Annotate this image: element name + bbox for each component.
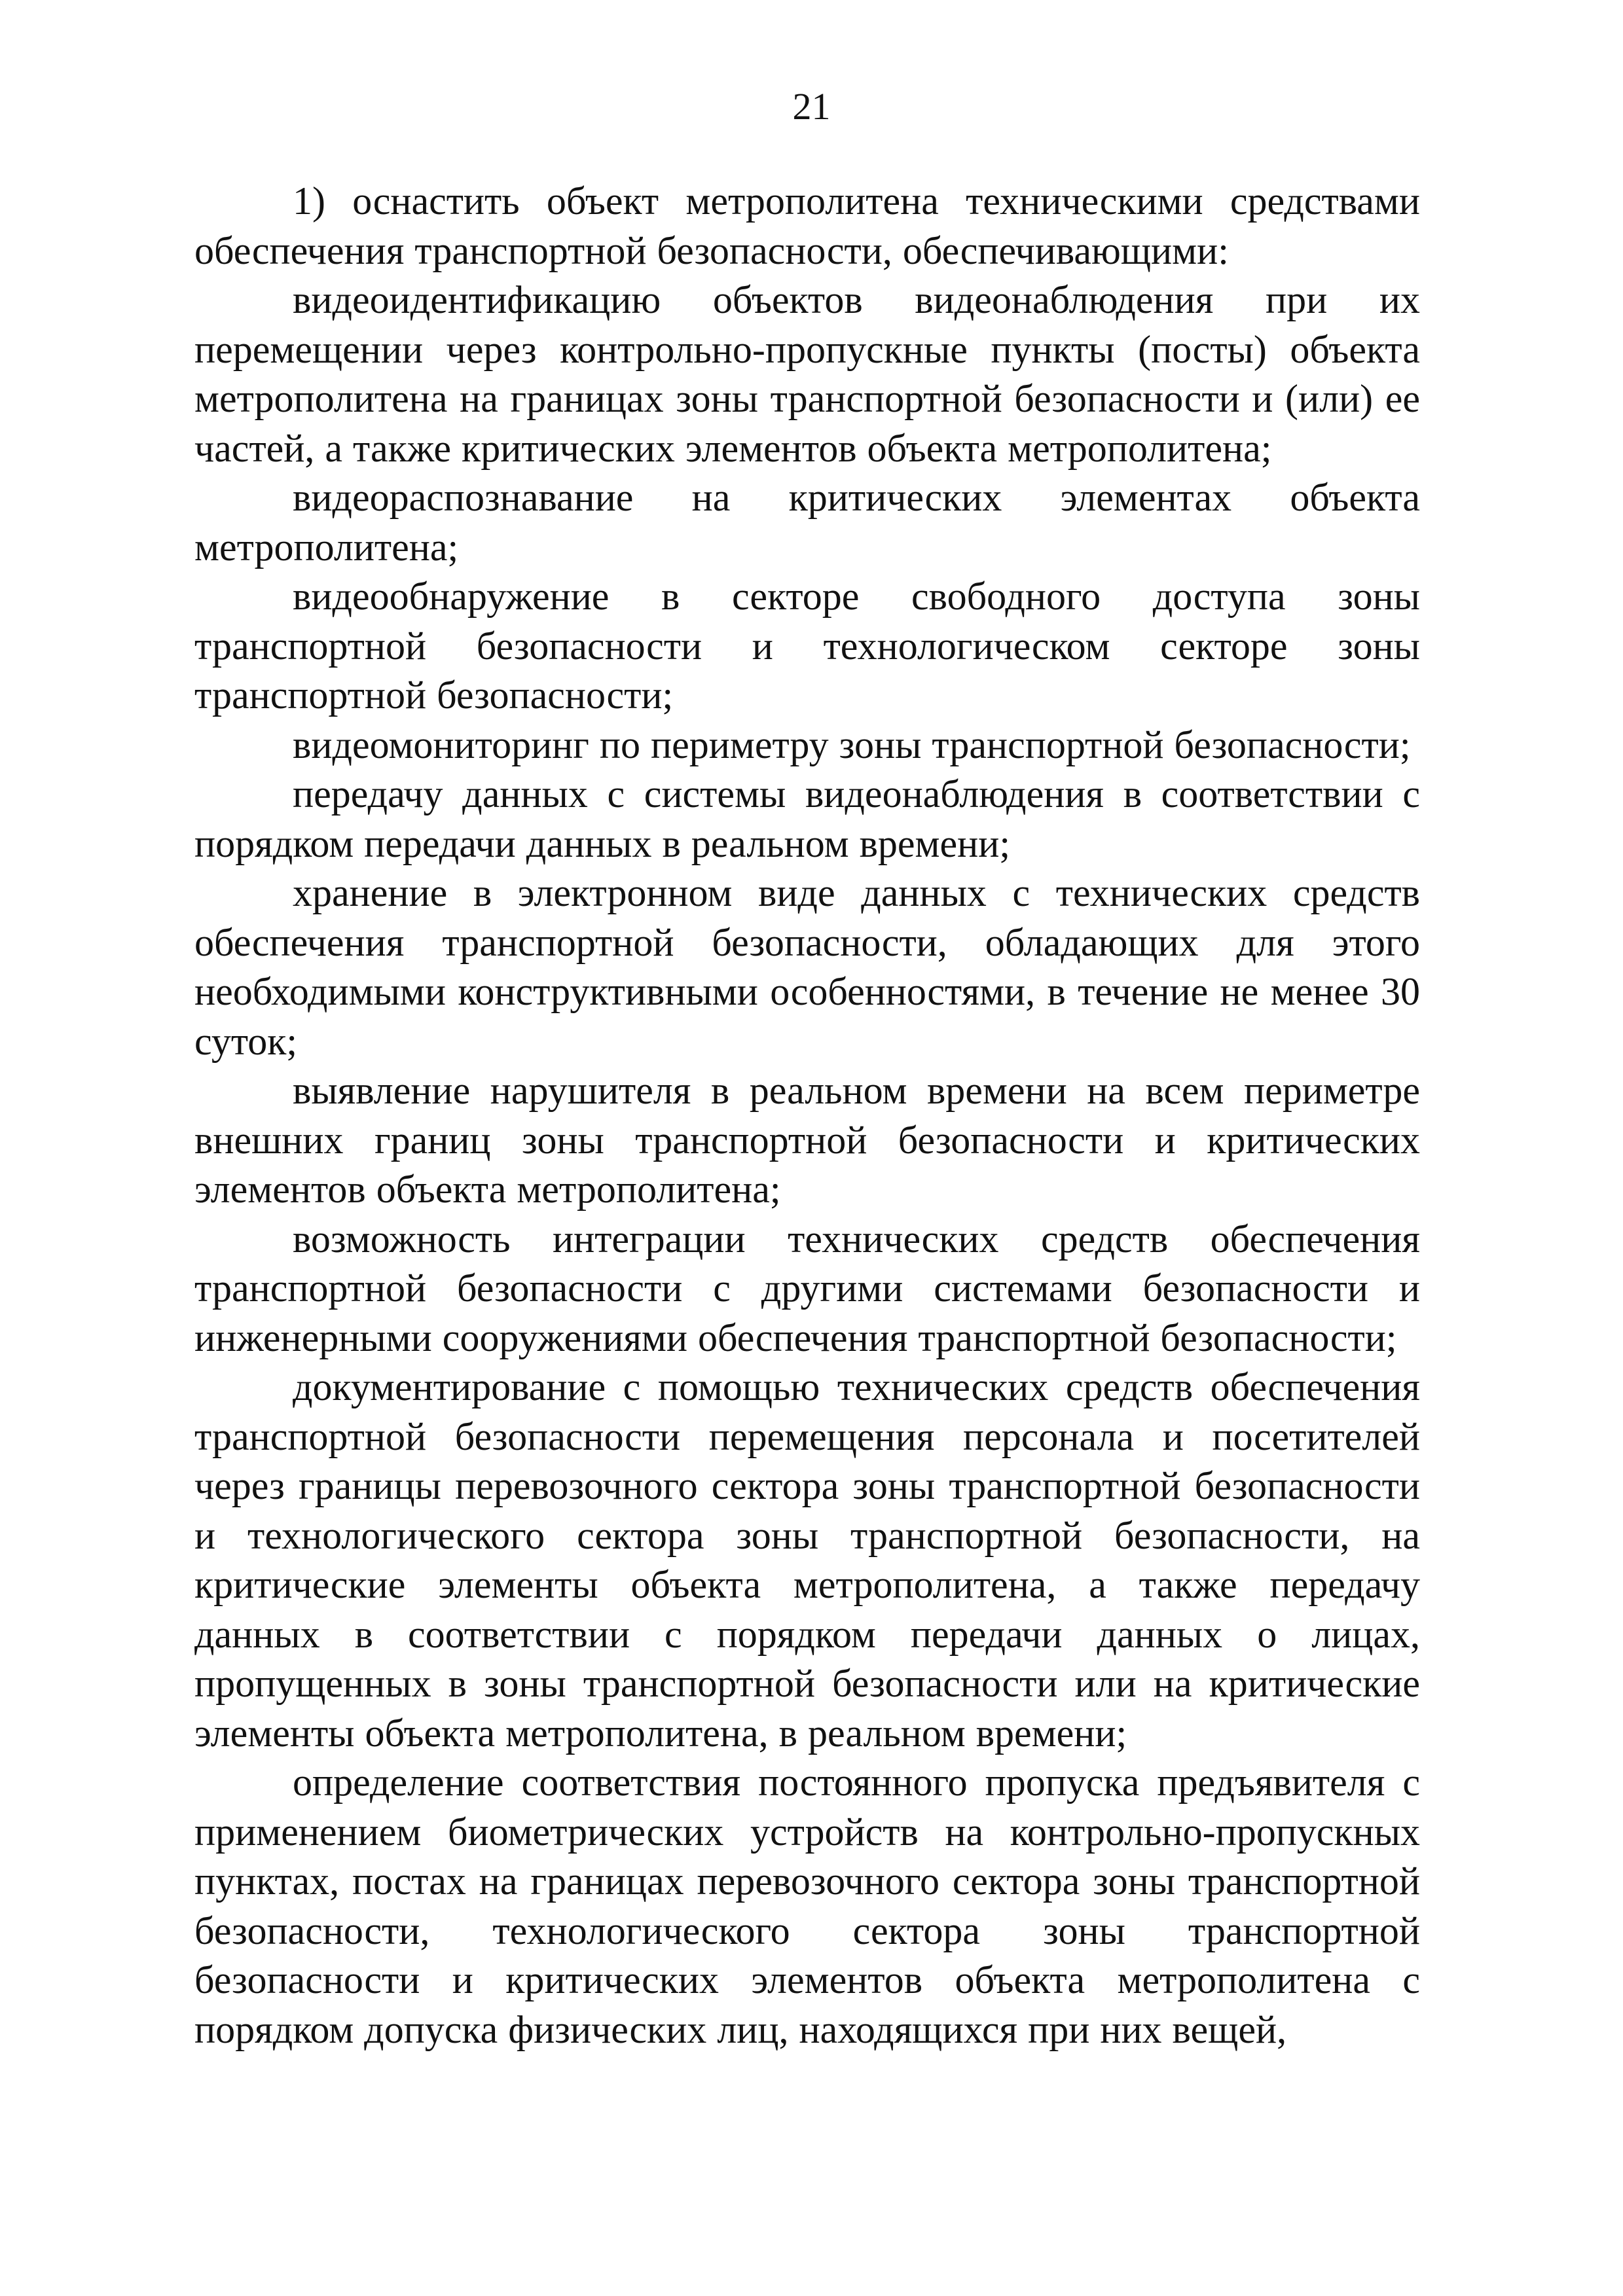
- paragraph-2: видеоидентификацию объектов видеонаблюдения при их перемещении через контрольно-пропускные пункты (посты) объекта метрополитена на границах зоны транспортной безопасности и (или) ее частей, а также критических элементов объекта метрополитена;: [194, 278, 1420, 470]
- page-number: 21: [792, 85, 831, 128]
- document-body: [194, 177, 1420, 2054]
- paragraph-10: документирование с помощью технических средств обеспечения транспортной безопасности перемещения персонала и посетителей через границы перевозочного сектора зоны транспортной безопасности и технологического сектора зоны транспортной безопасности, на критические элементы объекта метрополитена, а также передачу данных в соответствии с порядком передачи данных о лицах, пропущенных в зоны транспортной безопасности или на критические элементы объекта метрополитена, в реальном времени;: [194, 1365, 1420, 1755]
- paragraph-5: видеомониторинг по периметру зоны транспортной безопасности;: [293, 723, 1411, 766]
- paragraph-3: видеораспознавание на критических элементах объекта метрополитена;: [194, 476, 1420, 569]
- paragraph-1: 1) оснастить объект метрополитена техническими средствами обеспечения транспортной безопасности, обеспечивающими:: [194, 179, 1420, 272]
- paragraph-8: выявление нарушителя в реальном времени на всем периметре внешних границ зоны транспортной безопасности и критических элементов объекта метрополитена;: [194, 1069, 1420, 1211]
- paragraph-7: хранение в электронном виде данных с технических средств обеспечения транспортной безопасности, обладающих для этого необходимыми конструктивными особенностями, в течение не менее 30 суток;: [194, 871, 1420, 1063]
- paragraph-11: определение соответствия постоянного пропуска предъявителя с применением биометрических устройств на контрольно-пропускных пунктах, постах на границах перевозочного сектора зоны транспортной безопасности, технологического сектора зоны транспортной безопасности и критических элементов объекта метрополитена с порядком допуска физических лиц, находящихся при них вещей,: [194, 1761, 1420, 2051]
- paragraph-6: передачу данных с системы видеонаблюдения в соответствии с порядком передачи данных в реальном времени;: [194, 772, 1420, 865]
- paragraph-9: возможность интеграции технических средств обеспечения транспортной безопасности с другими системами безопасности и инженерными сооружениями обеспечения транспортной безопасности;: [194, 1217, 1420, 1359]
- paragraph-4: видеообнаружение в секторе свободного доступа зоны транспортной безопасности и технологическом секторе зоны транспортной безопасности;: [194, 575, 1420, 717]
